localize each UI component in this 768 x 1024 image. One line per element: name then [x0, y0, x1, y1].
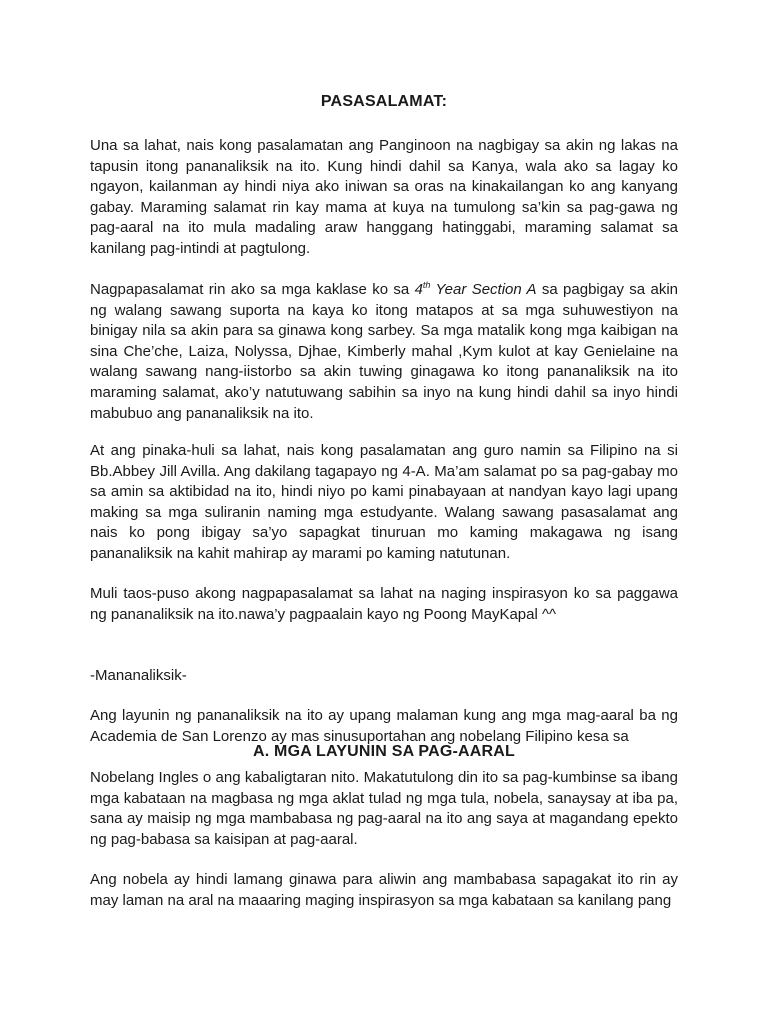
section-heading: A. MGA LAYUNIN SA PAG-AARAL [253, 743, 515, 760]
signature-line: -Mananaliksik- [90, 667, 187, 684]
paragraph-objective-intro: Ang layunin ng pananaliksik na ito ay upang malaman kung ang mga mag-aaral ba ng Academia de San Lorenzo ay mas sinusuportahan ang nobelang Filipino kesa sa [90, 707, 678, 745]
section-name-italic: 4th Year Section A [414, 280, 537, 298]
page-title: PASASALAMAT: [320, 93, 448, 110]
paragraph-closing-thanks: Muli taos-puso akong nagpapasalamat sa lahat na naging inspirasyon ko sa paggawa ng pananaliksik na ito.nawa’y pagpaalain kayo ng Poong MayKapal ^^ [90, 585, 678, 623]
paragraph-novel-purpose: Ang nobela ay hindi lamang ginawa para aliwin ang mambabasa sapagakat ito rin ay may laman na aral na maaaring maging inspirasyon sa mga kabataan sa kanilang pang [90, 871, 678, 909]
paragraph-text: Nagpapasalamat rin ako sa mga kaklase ko sa [90, 281, 415, 298]
paragraph-acknowledgement-god-family: Una sa lahat, nais kong pasalamatan ang Panginoon na nagbigay sa akin ng lakas na tapusin itong pananaliksik na ito. Kung hindi dahil sa Kanya, wala ako sa lagay ko ngayon, kailanman ay hindi niya ako iniwan sa oras na kinakailangan ko ang kanyang gabay. Maraming salamat rin kay mama at kuya na tumulong sa’kin sa pag-gawa ng pag-aaral na ito mula madaling araw hanggang hatinggabi, maraming salamat sa kanilang pag-intindi at pagtulong. [90, 137, 678, 257]
paragraph-text: sa pagbigay sa akin ng walang sawang suporta na kaya ko itong matapos at sa mga suhuwestiyon na binigay nila sa akin para sa ginawa kong sarbey. Sa mga matalik kong mga kaibigan na sina Che’che, Laiza, Nolyssa, Djhae, Kimberly mahal ,Kym kulot at kay Genielaine na walang sawang nang-iistorbo sa akin tuwing ginagawa ko itong pananaliksik na ito maraming salamat, ako’y natutuwang sabihin sa inyo na kung hindi dahil sa inyo hindi mabubuo ang pananaliksik na ito. [90, 281, 678, 422]
paragraph-acknowledgement-teacher: At ang pinaka-huli sa lahat, nais kong pasalamatan ang guro namin sa Filipino na si Bb.Abbey Jill Avilla. Ang dakilang tagapayo ng 4-A. Ma’am salamat po sa pag-gabay mo sa amin sa aktibidad na ito, hindi niyo po kami pinabayaan at nandyan kayo lagi upang making sa mga suliranin naming mga estudyante. Walang sawang pasasalamat ang nais ko pong ibigay sa’yo sapagkat tinuruan mo kaming makagawa ng isang pananaliksik na kahit mahirap ay marami po kaming natutunan. [90, 442, 678, 562]
paragraph-acknowledgement-classmates [90, 280, 678, 424]
paragraph-objective-body: Nobelang Ingles o ang kabaligtaran nito. Makatutulong din ito sa pag-kumbinse sa ibang mga kabataan na magbasa ng mga aklat tulad ng mga tula, nobela, sanaysay at iba pa, sana ay maisip ng mga mambabasa ng pag-aaral na ito ang saya at magandang epekto ng pag-babasa sa kaisipan at pag-aaral. [90, 769, 678, 848]
